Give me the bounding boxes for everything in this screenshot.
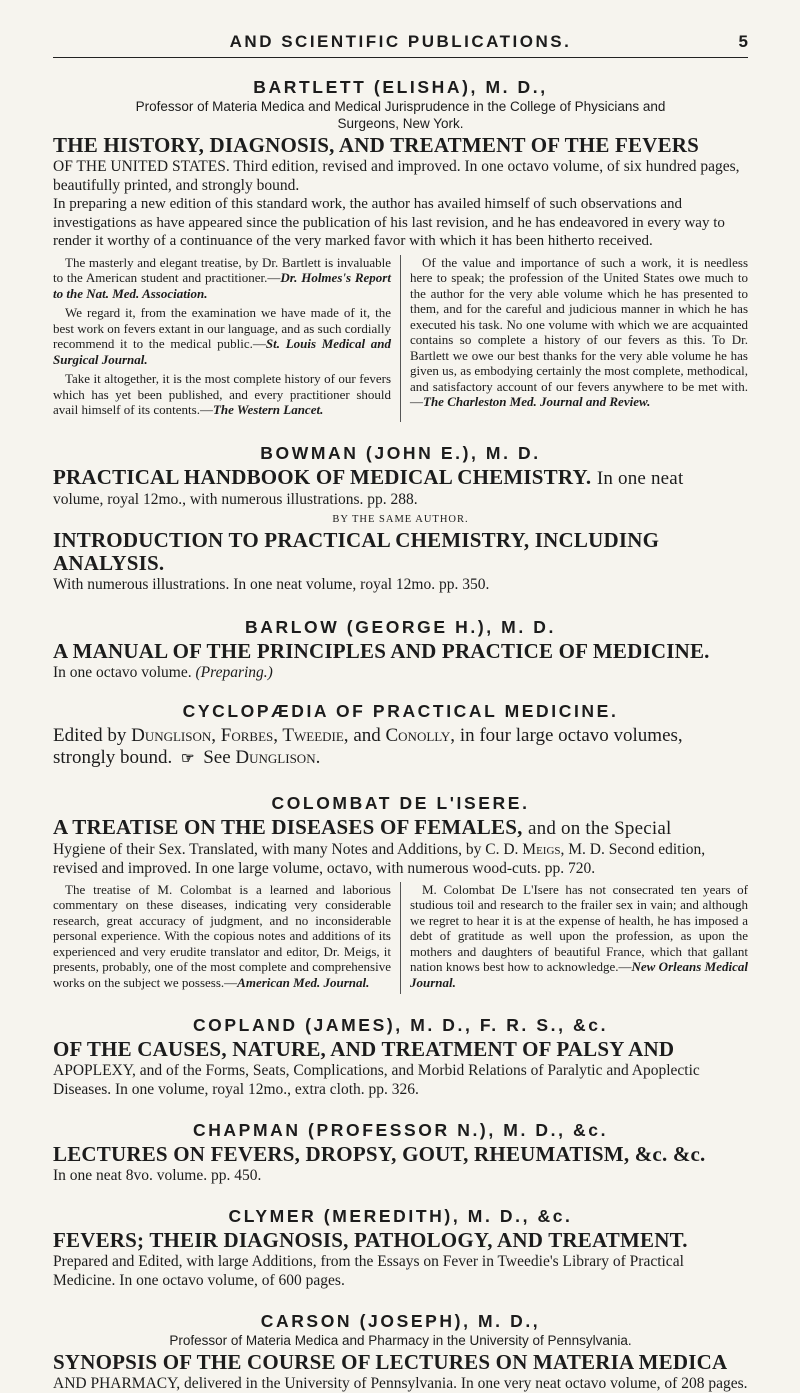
- editor-name: Conolly,: [385, 724, 456, 746]
- author-heading: COLOMBAT DE L'ISERE.: [271, 792, 530, 813]
- editor-names: Dunglison, Forbes, Tweedie,: [131, 724, 349, 746]
- book-title: THE HISTORY, DIAGNOSIS, AND TREATMENT OF THE FEVERS: [53, 133, 700, 157]
- review-column-right: [401, 882, 748, 995]
- entry-clymer: [53, 1205, 748, 1290]
- book-description-text: M. D. Second edition, revised and improved. In one large volume, octavo, with numerous wood-cuts. pp. 720.: [53, 840, 706, 877]
- author-heading: CARSON (JOSEPH), M. D.,: [260, 1311, 541, 1331]
- conjunction-text: and: [353, 724, 381, 746]
- book-title: LECTURES ON FEVERS, DROPSY, GOUT, RHEUMATISM, &c. &c.: [53, 1142, 706, 1166]
- review-column-right: [401, 255, 748, 422]
- book-description: [53, 663, 748, 682]
- review-quote: [410, 882, 748, 991]
- page-number: 5: [738, 32, 748, 51]
- review-text: The masterly and elegant treatise, by Dr. Bartlett is invaluable to the American student and practitioner.—: [53, 254, 391, 285]
- review-source: American Med. Journal.: [237, 974, 370, 990]
- running-head: [53, 0, 748, 64]
- book-title-main: A TREATISE ON THE DISEASES OF FEMALES,: [53, 814, 523, 839]
- book-title: FEVERS; THEIR DIAGNOSIS, PATHOLOGY, AND TREATMENT.: [53, 1228, 688, 1252]
- review-source: St. Louis Medical and Surgical Journal.: [53, 336, 391, 367]
- review-text: We regard it, from the examination we have made of it, the best work on fevers extant in our language, and as such cordially recommend it to the medical public.—: [53, 305, 391, 351]
- book-description: APOPLEXY, and of the Forms, Seats, Complications, and Morbid Relations of Paralytic and Apoplectic Diseases. In one volume, royal 12mo., extra cloth. pp. 326.: [53, 1062, 700, 1098]
- review-text: The treatise of M. Colombat is a learned and laborious commentary on these diseases, indicating very considerable research, great accuracy of judgment, and no inconsiderable personal experience. With the copious notes and additions of its experienced and very erudite translator and editor, Dr. Meigs, it presents, probably, one of the most complete and comprehensive works on the subject we possess.—: [53, 881, 391, 990]
- book-description-text: Hygiene of their Sex. Translated, with many Notes and Additions, by: [53, 840, 482, 858]
- cross-reference: Dunglison.: [235, 746, 321, 768]
- pointing-hand-icon: ☞: [181, 750, 195, 767]
- author-heading: BARLOW (GEORGE H.), M. D.: [245, 616, 556, 637]
- book-description: [53, 725, 748, 770]
- running-head-title: AND SCIENTIFIC PUBLICATIONS.: [229, 32, 572, 51]
- book-title: A MANUAL OF THE PRINCIPLES AND PRACTICE OF MEDICINE.: [53, 638, 710, 663]
- entry-barlow: [53, 616, 748, 682]
- author-heading: BARTLETT (ELISHA), M. D.,: [253, 77, 548, 97]
- author-credentials: Surgeons, New York.: [337, 116, 464, 131]
- author-heading: COPLAND (JAMES), M. D., F. R. S., &c.: [192, 1015, 609, 1035]
- book-note: In preparing a new edition of this standard work, the author has availed himself of such observations and investigations as have appeared since the publication of his last revision, and he has endeavored in every way to render it worthy of a continuance of the very marked favor with which it has been hitherto received.: [53, 196, 725, 249]
- edited-by-text: Edited by: [53, 724, 127, 746]
- book-title: [53, 466, 748, 490]
- review-quote: [53, 371, 391, 418]
- review-text: Of the value and importance of such a work, it is needless here to speak; the profession of the United States owe much to the author for the very able volume which he has presented to them, and for the careful and judicious manner in which he has executed his task. No one volume with which we are acquainted contains so complete a history of our fevers as this. To Dr. Bartlett we owe our best thanks for the very able volume he has given us, as embodying certainly the most complete, methodical, and satisfactory account of our fevers anywhere to be met with.—: [410, 254, 748, 409]
- review-quote: [53, 882, 391, 991]
- author-credentials: Professor of Materia Medica and Pharmacy in the University of Pennsylvania.: [169, 1333, 632, 1348]
- book-title-tail: In one neat: [596, 467, 684, 489]
- entry-copland: [53, 1014, 748, 1099]
- review-quote: [53, 305, 391, 367]
- book-description: AND PHARMACY, delivered in the University of Pennsylvania. In one very neat octavo volume, of 208 pages.: [53, 1375, 748, 1392]
- review-text: Take it altogether, it is the most complete history of our fevers which has yet been published, and every practitioner should avail himself of its contents.—: [53, 371, 391, 417]
- volume-info: in four large octavo volumes, strongly bound.: [53, 724, 683, 768]
- by-same-author-label: BY THE SAME AUTHOR.: [332, 513, 469, 525]
- book-title-main: PRACTICAL HANDBOOK OF MEDICAL CHEMISTRY.: [53, 464, 592, 489]
- book-title: OF THE CAUSES, NATURE, AND TREATMENT OF PALSY AND: [53, 1037, 675, 1061]
- press-reviews: [53, 255, 748, 422]
- entry-cyclopaedia: [53, 700, 748, 770]
- review-source: The Western Lancet.: [212, 402, 324, 417]
- author-heading: CYCLOPÆDIA OF PRACTICAL MEDICINE.: [182, 700, 619, 721]
- status-preparing: (Preparing.): [195, 663, 273, 681]
- see-text: See: [203, 746, 231, 768]
- book-description: volume, royal 12mo., with numerous illustrations. pp. 288.: [53, 490, 418, 508]
- book-title: INTRODUCTION TO PRACTICAL CHEMISTRY, INCLUDING ANALYSIS.: [53, 527, 660, 575]
- author-heading: CHAPMAN (PROFESSOR N.), M. D., &c.: [192, 1120, 609, 1140]
- entry-colombat: [53, 792, 748, 995]
- book-title: [53, 816, 748, 840]
- book-description: In one neat 8vo. volume. pp. 450.: [53, 1167, 262, 1184]
- author-heading: BOWMAN (JOHN E.), M. D.: [260, 442, 541, 463]
- press-reviews: [53, 882, 748, 995]
- entry-bowman: [53, 442, 748, 594]
- book-title: SYNOPSIS OF THE COURSE OF LECTURES ON MATERIA MEDICA: [53, 1350, 728, 1374]
- review-column-left: [53, 882, 401, 995]
- review-quote: [410, 255, 748, 410]
- book-title-tail: and on the Special: [528, 817, 672, 839]
- book-description: Prepared and Edited, with large Additions, from the Essays on Fever in Tweedie's Library of Practical Medicine. In one octavo volume, of 600 pages.: [53, 1253, 684, 1289]
- review-source: Dr. Holmes's Report to the Nat. Med. Association.: [53, 270, 391, 301]
- book-description: [53, 840, 748, 878]
- review-quote: [53, 255, 391, 302]
- review-source: New Orleans Medical Journal.: [410, 959, 748, 990]
- header-rule: [53, 57, 748, 58]
- review-column-left: [53, 255, 401, 422]
- author-heading: CLYMER (MEREDITH), M. D., &c.: [228, 1206, 573, 1226]
- author-credentials: Professor of Materia Medica and Medical Jurisprudence in the College of Physicians and: [135, 99, 666, 114]
- entry-chapman: [53, 1119, 748, 1185]
- review-text: M. Colombat De L'Isere has not consecrated ten years of studious toil and research to the frailer sex in vain; and although we regret to hear it is at the expense of health, he has imposed a debt of gratitude as well upon the profession, as upon the mothers and daughters of beautiful France, which that gallant nation knows best how to acknowledge.—: [410, 881, 748, 974]
- book-description-text: In one octavo volume.: [53, 663, 192, 681]
- entry-bartlett: [53, 76, 748, 422]
- book-description: With numerous illustrations. In one neat volume, royal 12mo. pp. 350.: [53, 575, 490, 593]
- review-source: The Charleston Med. Journal and Review.: [423, 394, 651, 409]
- book-description: OF THE UNITED STATES. Third edition, revised and improved. In one octavo volume, of six hundred pages, beautifully printed, and strongly bound.: [53, 158, 740, 194]
- translator-name: C. D. Meigs,: [485, 840, 565, 858]
